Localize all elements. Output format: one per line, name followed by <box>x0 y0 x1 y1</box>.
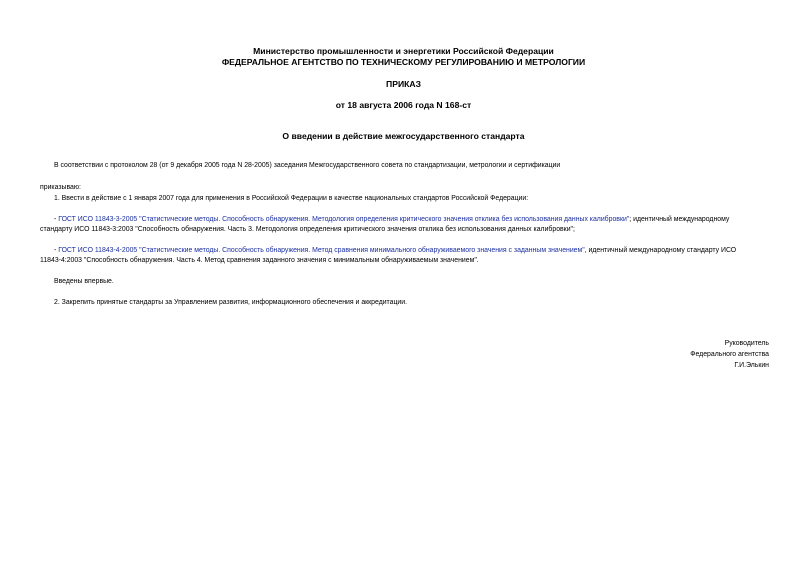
standard-1-link[interactable]: ГОСТ ИСО 11843-3-2005 "Статистические методы. Способность обнаружения. Методология определения критического значения отклика без использования данных калибровки" <box>58 216 630 223</box>
order-subject: О введении в действие межгосударственного стандарта <box>282 131 525 141</box>
standard-1-dash: - <box>54 216 59 223</box>
standard-2-line-2: 11843-4:2003 "Способность обнаружения. Часть 4. Метод сравнения заданного значения с минимальным обнаруживаемым значением". <box>40 257 479 264</box>
order-type-title: ПРИКАЗ <box>386 79 421 89</box>
ministry-title: Министерство промышленности и энергетики Российской Федерации <box>253 46 554 56</box>
standard-2-line-1 <box>40 246 784 256</box>
introduced-note: Введены впервые. <box>54 278 114 285</box>
item-2-paragraph: 2. Закрепить принятые стандарты за Управлением развития, информационного обеспечения и аккредитации. <box>54 299 408 306</box>
signature-name: Г.И.Элькин <box>734 362 769 369</box>
preamble-paragraph: В соответствии с протоколом 28 (от 9 декабря 2005 года N 28-2005) заседания Межгосударственного совета по стандартизации, метрологии и сертификации <box>54 162 561 169</box>
standard-2-suffix: , идентичный международному стандарту ИСО <box>584 247 737 254</box>
signature-title: Руководитель <box>724 340 769 347</box>
standard-1-suffix: ; идентичный международному <box>629 216 730 223</box>
order-word: приказываю: <box>40 184 81 191</box>
standard-2-dash: - <box>54 247 59 254</box>
agency-title: ФЕДЕРАЛЬНОЕ АГЕНТСТВО ПО ТЕХНИЧЕСКОМУ РЕГУЛИРОВАНИЮ И МЕТРОЛОГИИ <box>221 57 586 67</box>
order-date-number: от 18 августа 2006 года N 168-ст <box>335 100 472 110</box>
signature-org: Федерального агентства <box>690 351 769 358</box>
item-1-paragraph: 1. Ввести в действие с 1 января 2007 года для применения в Российской Федерации в качестве национальных стандартов Российской Федерации: <box>54 195 529 202</box>
standard-2-link[interactable]: ГОСТ ИСО 11843-4-2005 "Статистические методы. Способность обнаружения. Метод сравнения минимального обнаруживаемого значения с заданным значением" <box>58 247 585 254</box>
standard-1-line-1 <box>40 215 784 225</box>
standard-1-line-2: стандарту ИСО 11843-3:2003 "Способность обнаружения. Часть 3. Методология определения критического значения отклика без использования данных калибровки"; <box>40 226 575 233</box>
